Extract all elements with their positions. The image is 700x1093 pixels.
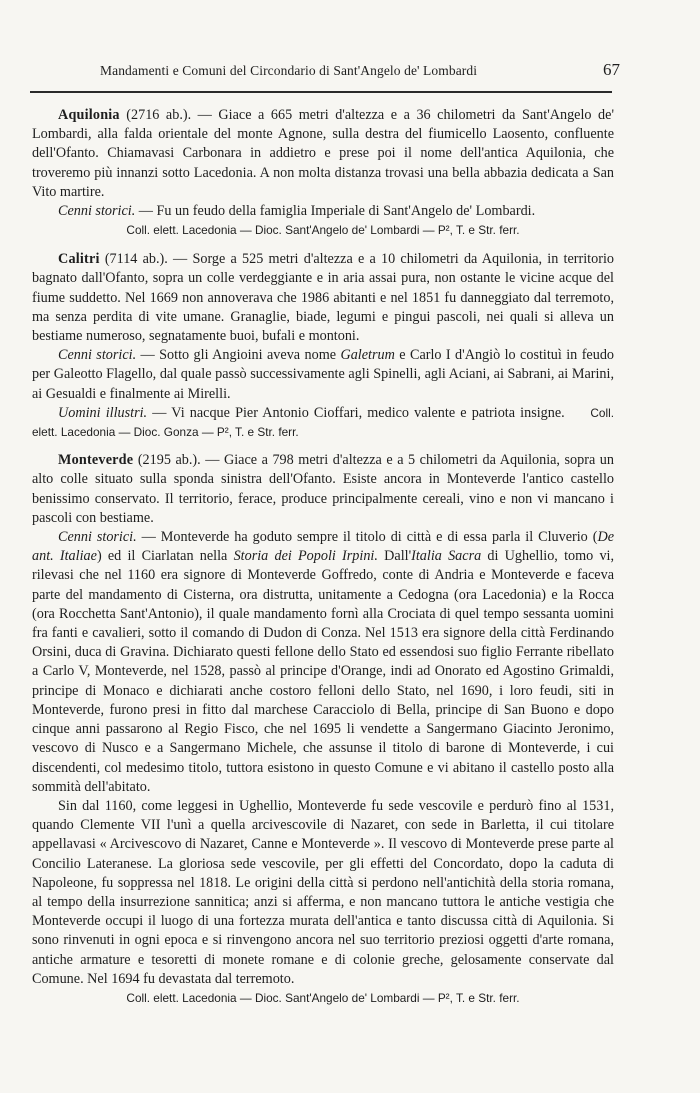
section-text: — Monteverde ha goduto sempre il titolo di città e di essa parla il Cluverio (: [136, 529, 598, 546]
cited-work: Storia dei Popoli Irpini.: [233, 548, 378, 565]
header-rule: [30, 91, 612, 93]
entry-name: Aquilonia: [58, 107, 120, 123]
section-text: — Sotto gli Angioini aveva nome: [136, 347, 341, 364]
entry-monteverde: [32, 451, 614, 528]
entry-aquilonia: [32, 106, 614, 202]
calitri-cenni: [32, 346, 614, 404]
entry-name: Monteverde: [58, 452, 134, 469]
aquilonia-note: Coll. elett. Lacedonia — Dioc. Sant'Angelo de' Lombardi — P², T. e Str. ferr.: [126, 223, 520, 238]
spacer: [32, 442, 614, 451]
entry-description: Sorge a 525 metri d'altezza e a 10 chilometri da Aquilonia, in territorio bagnato dall'Ofanto, sopra un colle verdeggiante e in aria assai pura, non ostante le vicine acque del fiume suddetto. Nel 1669 non annoverava che 1986 abitanti e nel 1851 fu danneggiato dal terremoto, ma senza perdita di vite umane. Granaglie, biade, legumi e pingui pascoli, nei quali si alleva un bestiame numeroso, segnatamente buoi, bufali e montoni.: [32, 251, 614, 345]
entry-description: Giace a 665 metri d'altezza e a 36 chilometri da Sant'Angelo de' Lombardi, alla falda orientale del monte Agnone, sulla destra del fiumicello Laosento, confluente dell'Ofanto. Chiamavasi Carbonara in addietro e prese poi il nome dell'antica Aquilonia, che troveremo più innanzi sotto Lacedonia. A non molta distanza trovasi una bella abbazia dedicata a San Vito martire.: [32, 107, 615, 200]
cited-work: De ant. Italiae: [32, 529, 614, 565]
monteverde-paragraph-2: Sin dal 1160, come leggesi in Ughellio, Monteverde fu sede vescovile e perdurò fino al 1531, quando Clemente VII l'unì a quella arcivescovile di Nazaret, con sede in Barletta, il cui titolare appellavasi « Arcivescovo di Nazaret, Canne e Monteverde ». Il vescovo di Monteverde prese parte al Concilio Lateranese. La gloriosa sede vescovile, per gli effetti del Concordato, dopo la caduta di Napoleone, fu soppressa nel 1818. Le origini della città si perdono nell'antichità della storia romana, al tempo della insurrezione sannitica; anzi si afferma, e non mancano tuttora le antiche vestigia che Monteverde occupi il luogo di una fortezza murata dell'antica e tanto discussa città di Aquilonia. Si sono rinvenuti in ogni epoca e si rinvengono ancora nel suo territorio preziosi oggetti d'arte romana, antiche armature e tesoretti di monete romane e di colonie greche, gelosamente conservate dal Comune. Nel 1694 fu devastata dal terremoto.: [32, 797, 614, 987]
spacer: [32, 241, 614, 250]
aquilonia-cenni: [32, 202, 614, 221]
page-number: 67: [603, 60, 620, 79]
entry-description: Giace a 798 metri d'altezza e a 5 chilometri da Aquilonia, sopra un alto colle situato sulla sponda sinistra dell'Ofanto. Esiste ancora in Monteverde l'antico castello benissimo conservato. Il territorio, ferace, produce principalmente cereali, vino e non vi mancano i pascoli con bestiame.: [32, 452, 614, 526]
calitri-uomini: [32, 404, 614, 442]
running-header: [100, 60, 620, 84]
entry-name: Calitri: [58, 251, 100, 268]
section-label: Cenni storici.: [58, 347, 137, 364]
section-text: e Carlo I d'Angiò lo costituì in feudo per Galeotto Flagello, dal quale passò successivamente agli Spinelli, agli Aciani, ai Sabrani, ai Marini, ai Gesualdi e finalmente ai Mirelli.: [32, 347, 615, 402]
entry-population: (2195 ab.). —: [133, 452, 224, 469]
monteverde-note: Coll. elett. Lacedonia — Dioc. Sant'Angelo de' Lombardi — P², T. e Str. ferr.: [126, 990, 520, 1005]
historic-name: Galetrum: [340, 347, 395, 364]
section-label: Cenni storici.: [58, 529, 137, 546]
document-body: [32, 106, 614, 1009]
section-text: — Fu un feudo della famiglia Imperiale di Sant'Angelo de' Lombardi.: [135, 203, 536, 220]
cited-work: Italia Sacra: [411, 548, 482, 565]
section-text: di Ughellio, tomo vi, rilevasi che nel 1160 era signore di Monteverde Goffredo, conte di Andria e Monteverde e faceva parte del mandamento di Cisterna, ora distrutta, unitamente a Cedogna (ora Lacedonia) e la Rocca (ora Rocchetta Sant'Antonio), il quale mandamento fornì alla Crociata di quel tempo sessanta uomini fra fanti e cavalieri, sotto il comando di Dudon di Conza. Nel 1513 era signore della città Ferdinando Orsini, duca di Gravina. Dichiarato questi fellone dello Stato ed essendosi suo figlio Ferrante ribellato a Carlo V, Monteverde, nel 1528, passò al principe d'Orange, indi ad Onorato ed Agostino Grimaldi, principe di Monaco e dichiarati anche costoro felloni dello Stato, nel 1690, i loro feudi, siti in Monteverde, furono presi in fitto dal marchese Caracciolo di Bella, principe di San Buono e dopo cinque anni passarono al Regio Fisco, che nel 1695 li vendette a Sangermano Giacinto Jeronimo, vescovo di Nusco e a Sangermano Michele, che assunse il titolo di barone di Monteverde, i cui discendenti, col medesimo titolo, tuttora esistono in questo Comune e vi abitano il castello posto alla sommità dell'abitato.: [32, 548, 615, 795]
entry-population: (7114 ab.). —: [99, 251, 193, 268]
section-label: Cenni storici.: [58, 203, 136, 220]
monteverde-cenni: [32, 528, 614, 797]
section-label: Uomini illustri.: [58, 404, 148, 421]
entry-calitri: [32, 250, 614, 346]
section-text: — Vi nacque Pier Antonio Cioffari, medico valente e patriota insigne.: [147, 404, 565, 421]
entry-population: (2716 ab.). —: [119, 107, 219, 123]
section-text: ) ed il Ciarlatan nella: [96, 548, 234, 565]
header-title: Mandamenti e Comuni del Circondario di Sant'Angelo de' Lombardi: [100, 63, 478, 78]
calitri-note: Coll. elett. Lacedonia — Dioc. Gonza — P², T. e Str. ferr.: [32, 405, 614, 440]
section-text: Dall': [377, 548, 412, 565]
